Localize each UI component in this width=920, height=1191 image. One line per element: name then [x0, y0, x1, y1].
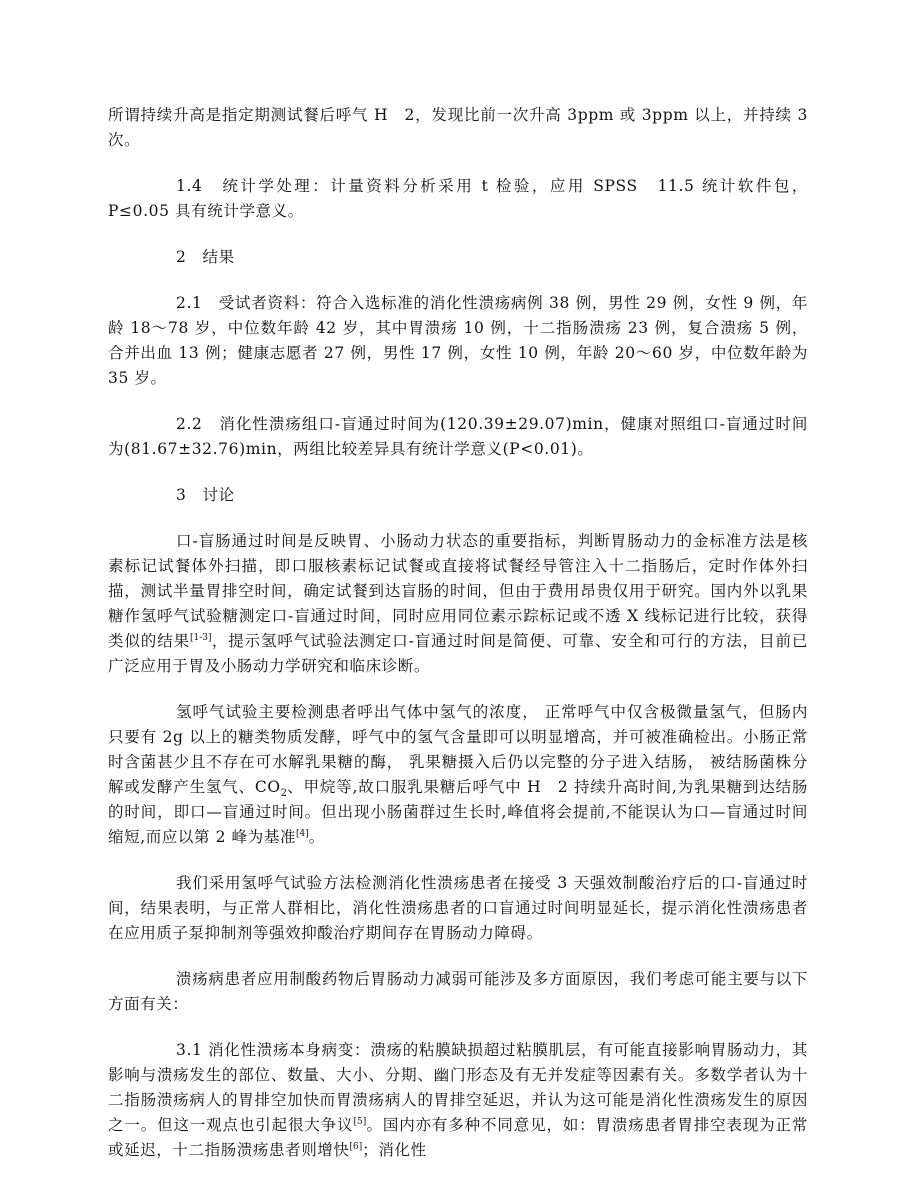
citation-ref: [6] [349, 1141, 363, 1152]
citation-ref: [1-3] [190, 632, 212, 643]
paragraph-discussion-3: 我们采用氢呼气试验方法检测消化性溃疡患者在接受 3 天强效制酸治疗后的口-盲通过时间，结果表明，与正常人群相比，消化性溃疡患者的口盲通过时间明显延长，提示消化性溃疡患者在应用质子泵抑制剂等强效抑酸治疗期间存在胃肠动力障碍。 [108, 874, 808, 942]
text-segment: 、甲烷等,故口服乳果糖后呼气中 H 2 持续升高时间,为乳果糖到达结肠的时间，即口—盲通过时间。但出现小肠菌群过生长时,峰值将会提前,不能误认为口—盲通过时间缩短,而应以第 2 峰为基准 [108, 778, 809, 846]
section-heading-results: 2 结果 [176, 248, 235, 266]
paragraph-continued: 所谓持续升高是指定期测试餐后呼气 H 2，发现比前一次升高 3ppm 或 3ppm 以上，并持续 3 次。 [108, 106, 808, 149]
citation-ref: [4] [296, 828, 309, 839]
text-segment: ，提示氢呼气试验法测定口-盲通过时间是简便、可靠、安全和可行的方法，目前已广泛应用于胃及小肠动力学研究和临床诊断。 [108, 632, 808, 675]
text-segment: 。国内亦有多种不同意见，如：胃溃疡患者胃排空表现为正常或延迟，十二指肠溃疡患者则增快 [108, 1116, 808, 1159]
text-segment: 3.1 消化性溃疡本身病变：溃疡的粘膜缺损超过粘膜肌层，有可能直接影响胃肠动力，其影响与溃疡发生的部位、数量、大小、分期、幽门形态及有无并发症等因素有关。多数学者认为十二指肠溃疡病人的胃排空加快而胃溃疡病人的胃排空延迟，并认为这可能是消化性溃疡发生的原因之一。但这一观点也引起很大争议 [108, 1041, 808, 1134]
paragraph-transit-time: 2.2 消化性溃疡组口-盲通过时间为(120.39±29.07)min，健康对照组口-盲通过时间为(81.67±32.76)min，两组比较差异具有统计学意义(P<0.01)。 [108, 415, 808, 458]
paragraph-statistics: 1.4 统计学处理：计量资料分析采用 t 检验，应用 SPSS 11.5 统计软件包，P≤0.05 具有统计学意义。 [108, 177, 808, 220]
document-page [108, 103, 808, 1184]
paragraph-subjects: 2.1 受试者资料：符合入选标准的消化性溃疡病例 38 例，男性 29 例，女性 9 例，年龄 18～78 岁，中位数年龄 42 岁，其中胃溃疡 10 例，十二指肠溃疡 23 例，复合溃疡 5 例，合并出血 13 例；健康志愿者 27 例，男性 17 例，女性 10 例，年龄 20～60 岁，中位数年龄为 35 岁。 [108, 294, 808, 387]
text-segment: 。 [308, 828, 325, 846]
text-segment: 氢呼气试验主要检测患者呼出气体中氢气的浓度， 正常呼气中仅含极微量氢气，但肠内只要有 2g 以上的糖类物质发酵，呼气中的氢气含量即可以明显增高，并可被准确检出。小肠正常时含菌甚少且不存在可水解乳果糖的酶， 乳果糖摄入后仍以完整的分子进入结肠， 被结肠菌株分解或发酵产生氢气、CO [108, 703, 808, 796]
text-segment: ；消化性 [362, 1141, 427, 1159]
subscript: 2 [280, 788, 288, 800]
paragraph-discussion-4: 溃疡病患者应用制酸药物后胃肠动力减弱可能涉及多方面原因，我们考虑可能主要与以下方面有关： [108, 970, 808, 1013]
paragraph-discussion-2 [108, 700, 808, 850]
section-heading-discussion: 3 讨论 [176, 486, 235, 504]
citation-ref: [5] [353, 1116, 367, 1127]
text-segment: 口-盲肠通过时间是反映胃、小肠动力状态的重要指标，判断胃肠动力的金标准方法是核素标记试餐体外扫描，即口服核素标记试餐或直接将试餐经导管注入十二指肠后，定时作体外扫描，测试半量胃排空时间，确定试餐到达盲肠的时间，但由于费用昂贵仅用于研究。国内外以乳果糖作氢呼气试验糖测定口-盲通过时间，同时应用同位素示踪标记或不透 X 线标记进行比较，获得类似的结果 [108, 532, 808, 650]
paragraph-discussion-5 [108, 1038, 808, 1163]
paragraph-discussion-1 [108, 529, 808, 679]
